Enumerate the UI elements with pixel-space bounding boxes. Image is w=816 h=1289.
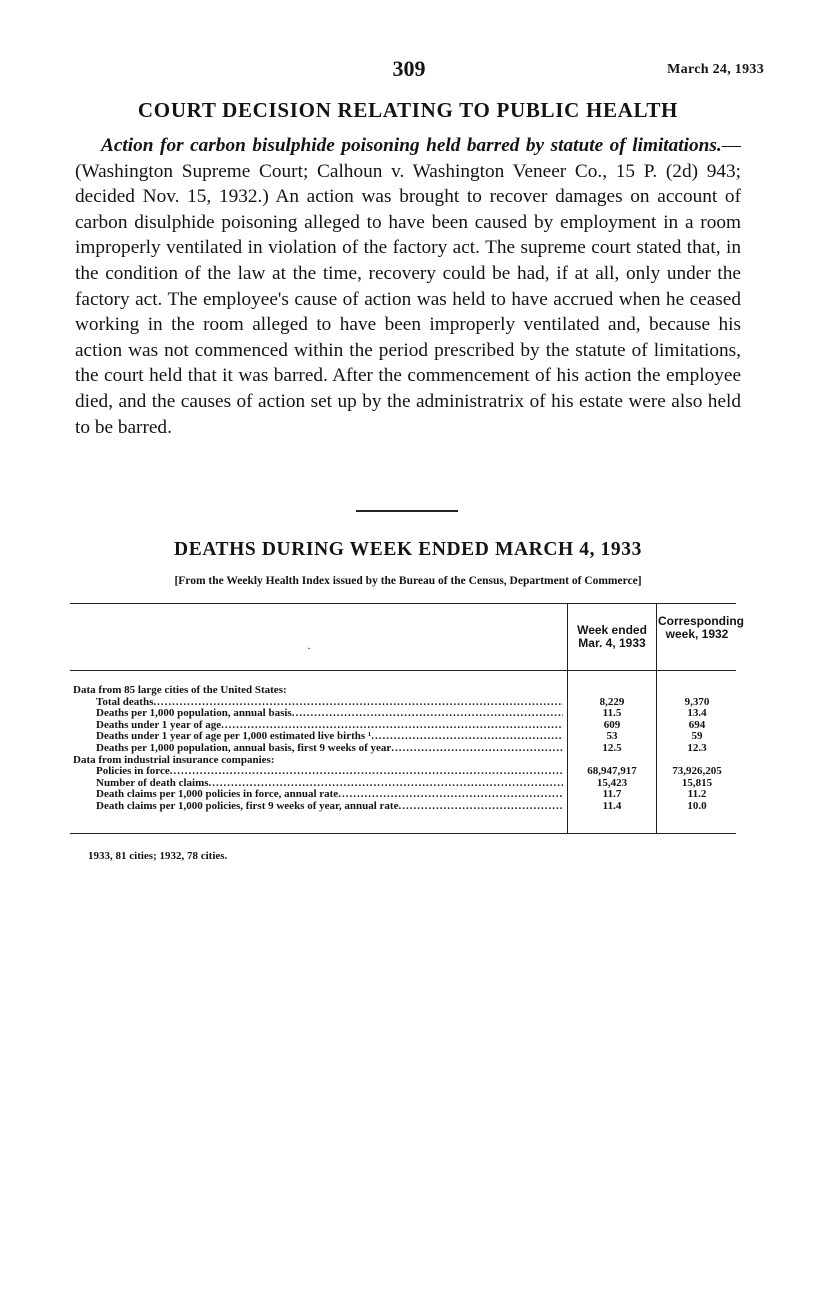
value-corresponding-week: 11.2 [687,788,707,801]
paragraph-body: —(Washington Supreme Court; Calhoun v. Washington Veneer Co., 15 P. (2d) 943; decided Nov. 15, 1932.) An action was brought to recover damages on account of carbon disulphide poisoning alleged to have been caused by employment in a room improperly ventilated in violation of the factory act. The supreme court stated that, in the condition of the law at the time, recovery could be had, if at all, only under the factory act. The employee's cause of action was held to have accrued when he ceased working in the room alleged to have been improperly ventilated and, because his action was not commenced within the period prescribed by the statute of limitations, the court held that it was barred. After the commencement of his action the employee died, and the causes of action set up by the administratrix of his estate were also held to be barred. [75,135,741,438]
row-label: Death claims per 1,000 policies, first 9 weeks of year, annual rate ..... [96,801,563,813]
row-label: Deaths under 1 year of age per 1,000 estimated live births ¹ ..... [96,731,563,743]
table-row [70,708,736,720]
table-row [70,697,736,709]
table-source-note: [From the Weekly Health Index issued by the Bureau of the Census, Department of Commerce] [174,575,642,587]
table-row [70,766,736,778]
table-body [70,685,736,813]
value-corresponding-week: 10.0 [687,799,707,812]
section-title-court-decision: COURT DECISION RELATING TO PUBLIC HEALTH [137,98,679,122]
table-row [70,789,736,801]
value-week-ended: 12.5 [602,741,622,754]
row-label: Policies in force ..... [96,766,563,778]
page-number: 309 [392,56,426,81]
value-week-ended: 68,947,917 [587,765,637,778]
row-label: Deaths per 1,000 population, annual basis ..... [96,708,563,720]
value-week-ended: 11.7 [602,788,622,801]
table-row [70,720,736,732]
section-title-deaths: DEATHS DURING WEEK ENDED MARCH 4, 1933 [174,539,642,560]
row-label: Total deaths ..... [96,697,563,709]
value-week-ended: 53 [606,730,618,743]
row-group-label: Data from industrial insurance companies: [73,754,275,766]
page-date: March 24, 1933 [667,62,764,77]
row-label: Number of death claims ..... [96,778,563,790]
value-week-ended: 609 [603,718,621,731]
stub-header-mark: · [307,641,311,655]
value-week-ended: 11.5 [602,707,622,720]
value-corresponding-week: 73,926,205 [672,765,722,778]
table-row [70,731,736,743]
table-top-rule [70,603,736,604]
table-row [70,685,736,697]
value-corresponding-week: 13.4 [687,707,707,720]
deaths-table [70,603,744,834]
value-corresponding-week: 15,815 [681,776,713,789]
col-header-corresponding-week: Corresponding week, 1932 [658,614,744,641]
value-corresponding-week: 59 [691,730,703,743]
italic-lead: Action for carbon bisulphide poisoning held barred by statute of limitations. [101,135,722,156]
table-bottom-rule [70,833,736,834]
value-week-ended: 8,229 [599,695,625,708]
value-corresponding-week: 12.3 [687,741,707,754]
value-corresponding-week: 694 [688,718,706,731]
section-divider [356,510,458,512]
value-week-ended: 11.4 [602,799,622,812]
court-decision-paragraph [75,133,741,440]
row-label: Deaths under 1 year of age ..... [96,720,563,732]
value-week-ended: 15,423 [596,776,628,789]
table-row [70,778,736,790]
row-label: Death claims per 1,000 policies in force, annual rate ..... [96,789,563,801]
value-corresponding-week: 9,370 [684,695,710,708]
row-label: Deaths per 1,000 population, annual basis, first 9 weeks of year ..... [96,743,563,755]
table-header-rule [70,670,736,671]
col-header-week-ended: Week ended Mar. 4, 1933 [577,623,647,650]
table-row [70,801,736,813]
row-group-label: Data from 85 large cities of the United States: [73,685,287,696]
table-row [70,743,736,755]
table-footnote: 1933, 81 cities; 1932, 78 cities. [88,850,228,862]
